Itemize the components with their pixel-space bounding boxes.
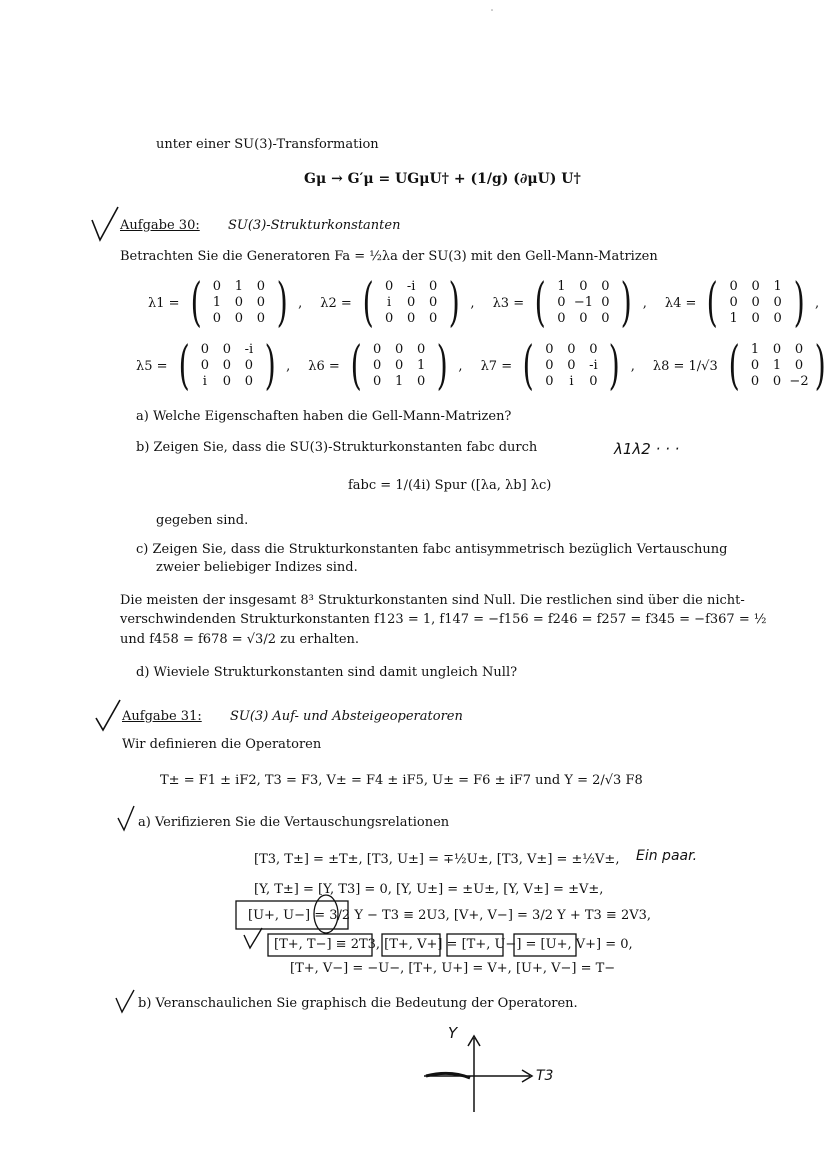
matrix-entry: 0 [416, 342, 426, 357]
sketch-axis-x-label: T3 [536, 1068, 554, 1084]
matrix-entry: i [569, 374, 574, 389]
checkmark-aufgabe-30 [92, 207, 118, 240]
matrix-lambda8-label: λ8 = 1/√3 [652, 358, 718, 374]
matrix-entry: 1 [557, 279, 566, 294]
matrix-entry: 0 [222, 374, 231, 389]
matrix-entry: 0 [406, 295, 416, 310]
matrix-entry: 1 [212, 295, 221, 310]
matrix-entry: 0 [256, 295, 265, 310]
matrix-entry: 0 [372, 358, 382, 373]
matrix-lambda7: ( 0 0 0 0 0 -i 0 i 0 ) [522, 336, 621, 396]
matrix-entry: 0 [212, 311, 221, 326]
matrix-entry: -i [589, 358, 598, 373]
operator-definitions: T± = F1 ± iF2, T3 = F3, V± = F4 ± iF5, U± = F6 ± iF7 und Y = 2/√3 F8 [160, 773, 643, 788]
matrix-entry: 0 [428, 311, 438, 326]
matrix-row-2: λ5 = ( 0 0 -i 0 0 0 i 0 0 ) , λ6 = ( 0 0 0 0 0 1 0 1 0 ) , λ7 = ( 0 0 0 0 0 -i 0 i 0 ) , λ8 = 1/√3 ( 1 0 0 0 1 0 0 0 −2 ) [136, 340, 828, 392]
matrix-entry: 0 [794, 342, 804, 357]
sketch-axis-y-label: Y [448, 1024, 458, 1042]
matrix-entry: 0 [601, 279, 610, 294]
matrix-entry: 0 [200, 358, 209, 373]
matrix-entry: −1 [573, 295, 593, 310]
matrix-entry: 0 [234, 311, 243, 326]
question-30b-end: gegeben sind. [156, 513, 249, 528]
matrix-entry: 0 [384, 279, 394, 294]
gauge-transform-formula: Gμ → G′μ = UGμU† + (1/g) (∂μU) U† [304, 171, 581, 187]
relation-line-2: [Y, T±] = [Y, T3] = 0, [Y, U±] = ±U±, [Y, V±] = ±V±, [254, 882, 604, 897]
matrix-entry: 0 [222, 358, 231, 373]
intro-text: unter einer SU(3)-Transformation [156, 137, 379, 152]
matrix-lambda2-label: λ2 = [320, 295, 352, 311]
matrix-lambda2: ( 0 -i 0 i 0 0 0 0 0 ) [362, 273, 460, 333]
matrix-entry: 0 [751, 279, 760, 294]
matrix-entry: 0 [416, 374, 426, 389]
matrix-entry: 0 [729, 295, 738, 310]
checkmark-aufgabe-31 [96, 700, 120, 730]
aufgabe-30-title: SU(3)-Strukturkonstanten [228, 218, 401, 233]
matrix-lambda5-label: λ5 = [136, 358, 168, 374]
matrix-entry: 0 [601, 295, 610, 310]
matrix-lambda3: ( 1 0 0 0 −1 0 0 0 0 ) [534, 273, 633, 333]
checkmark-rel4 [244, 928, 262, 948]
margin-note-lambdas: λ1λ2 · · · [614, 440, 680, 458]
matrix-entry: 0 [234, 295, 243, 310]
matrix-entry: 0 [794, 358, 804, 373]
matrix-entry: -i [244, 342, 254, 357]
matrix-entry: 0 [773, 295, 782, 310]
matrix-entry: 0 [751, 311, 760, 326]
matrix-entry: 0 [579, 311, 588, 326]
matrix-entry: 0 [772, 342, 782, 357]
matrix-entry: 0 [256, 279, 265, 294]
matrix-entry: 1 [773, 279, 782, 294]
matrix-entry: i [387, 295, 392, 310]
matrix-entry: 0 [406, 311, 416, 326]
matrix-entry: 0 [750, 374, 760, 389]
relation-line-4: [T+, T−] ≡ 2T3, [T+, V+] = [T+, U−] = [U+, V+] = 0, [274, 937, 633, 952]
matrix-lambda3-label: λ3 = [492, 295, 525, 311]
matrix-entry: 0 [256, 311, 265, 326]
relation-line-3: [U+, U−] = 3/2 Y − T3 ≡ 2U3, [V+, V−] = 3/2 Y + T3 ≡ 2V3, [248, 908, 651, 923]
matrix-entry: 0 [567, 358, 576, 373]
matrix-entry: 0 [394, 358, 404, 373]
matrix-lambda1-label: λ1 = [148, 295, 180, 311]
matrix-entry: 0 [751, 295, 760, 310]
speck [491, 9, 493, 11]
matrix-entry: 0 [244, 374, 253, 389]
matrix-entry: 0 [589, 374, 598, 389]
structure-constant-formula: fabc = 1/(4i) Spur ([λa, λb] λc) [348, 478, 552, 493]
paragraph-line3: und f458 = f678 = √3/2 zu erhalten. [120, 632, 360, 647]
matrix-entry: 0 [601, 311, 610, 326]
matrix-entry: 0 [428, 295, 438, 310]
matrix-entry: 0 [200, 342, 209, 357]
matrix-lambda6: ( 0 0 0 0 0 1 0 1 0 ) [350, 336, 448, 396]
matrix-entry: 0 [545, 358, 554, 373]
matrix-entry: 0 [567, 342, 576, 357]
paragraph-line2: verschwindenden Strukturkonstanten f123 = 1, f147 = −f156 = f246 = f257 = f345 = −f367 = ½ [120, 612, 767, 627]
matrix-entry: 0 [750, 358, 760, 373]
margin-note-ein-paar: Ein paar. [636, 848, 698, 864]
matrix-entry: 1 [234, 279, 243, 294]
question-30c-line1: c) Zeigen Sie, dass die Strukturkonstanten fabc antisymmetrisch bezüglich Vertauschung [136, 542, 728, 557]
matrix-entry: 0 [394, 342, 404, 357]
matrix-lambda4: ( 0 0 1 0 0 0 1 0 0 ) [706, 273, 805, 333]
matrix-row-1: λ1 = ( 0 1 0 1 0 0 0 0 0 ) , λ2 = ( 0 -i 0 i 0 0 0 0 0 ) , λ3 = ( 1 0 0 0 −1 0 0 0 0 ) , λ4 = ( 0 0 1 0 0 0 1 0 0 ) , [148, 273, 820, 333]
matrix-entry: -i [406, 279, 416, 294]
matrix-entry: 0 [557, 311, 566, 326]
relation-line-5: [T+, V−] = −U−, [T+, U+] = V+, [U+, V−] = T− [290, 961, 616, 976]
matrix-entry: 1 [750, 342, 760, 357]
question-31a: a) Verifizieren Sie die Vertauschungsrelationen [138, 815, 450, 830]
matrix-entry: 0 [428, 279, 438, 294]
matrix-lambda7-label: λ7 = [480, 358, 513, 374]
matrix-entry: 0 [589, 342, 598, 357]
matrix-entry: 1 [416, 358, 426, 373]
matrix-entry: 0 [557, 295, 566, 310]
checkmark-31b [116, 990, 134, 1012]
matrix-entry: 0 [222, 342, 231, 357]
paragraph-line1: Die meisten der insgesamt 8³ Strukturkonstanten sind Null. Die restlichen sind über die nicht- [120, 593, 745, 608]
matrix-lambda5: ( 0 0 -i 0 0 0 i 0 0 ) [178, 336, 276, 396]
question-30c-line2: zweier beliebiger Indizes sind. [156, 560, 358, 575]
matrix-lambda1: ( 0 1 0 1 0 0 0 0 0 ) [190, 273, 288, 333]
matrix-entry: 0 [545, 374, 554, 389]
matrix-entry: 0 [773, 311, 782, 326]
matrix-lambda8: ( 1 0 0 0 1 0 0 0 −2 ) [728, 336, 826, 396]
aufgabe-31-title: SU(3) Auf- und Absteigeoperatoren [230, 709, 463, 724]
matrix-entry: 0 [372, 342, 382, 357]
matrix-lambda6-label: λ6 = [308, 358, 340, 374]
matrix-entry: −2 [789, 374, 809, 389]
question-30a: a) Welche Eigenschaften haben die Gell-Mann-Matrizen? [136, 409, 512, 424]
checkmark-31a [118, 806, 134, 830]
matrix-entry: 0 [545, 342, 554, 357]
aufgabe-31-intro: Wir definieren die Operatoren [122, 737, 322, 752]
aufgabe-30-intro: Betrachten Sie die Generatoren Fa = ½λa der SU(3) mit den Gell-Mann-Matrizen [120, 249, 658, 264]
question-30d: d) Wieviele Strukturkonstanten sind damit ungleich Null? [136, 665, 518, 680]
matrix-entry: 0 [244, 358, 253, 373]
matrix-entry: 0 [212, 279, 221, 294]
matrix-entry: 1 [394, 374, 404, 389]
matrix-lambda4-label: λ4 = [664, 295, 697, 311]
matrix-entry: i [202, 374, 207, 389]
question-31b: b) Veranschaulichen Sie graphisch die Bedeutung der Operatoren. [138, 996, 578, 1011]
matrix-entry: 0 [772, 374, 782, 389]
matrix-entry: 0 [729, 279, 738, 294]
aufgabe-31-label: Aufgabe 31: [122, 709, 202, 724]
aufgabe-30-label: Aufgabe 30: [120, 218, 200, 233]
relation-line-1: [T3, T±] = ±T±, [T3, U±] = ∓½U±, [T3, V±] = ±½V±, [254, 852, 620, 867]
matrix-entry: 1 [772, 358, 782, 373]
matrix-entry: 0 [372, 374, 382, 389]
matrix-entry: 0 [579, 279, 588, 294]
question-30b: b) Zeigen Sie, dass die SU(3)-Strukturkonstanten fabc durch [136, 440, 538, 455]
matrix-entry: 0 [384, 311, 394, 326]
matrix-entry: 1 [729, 311, 738, 326]
